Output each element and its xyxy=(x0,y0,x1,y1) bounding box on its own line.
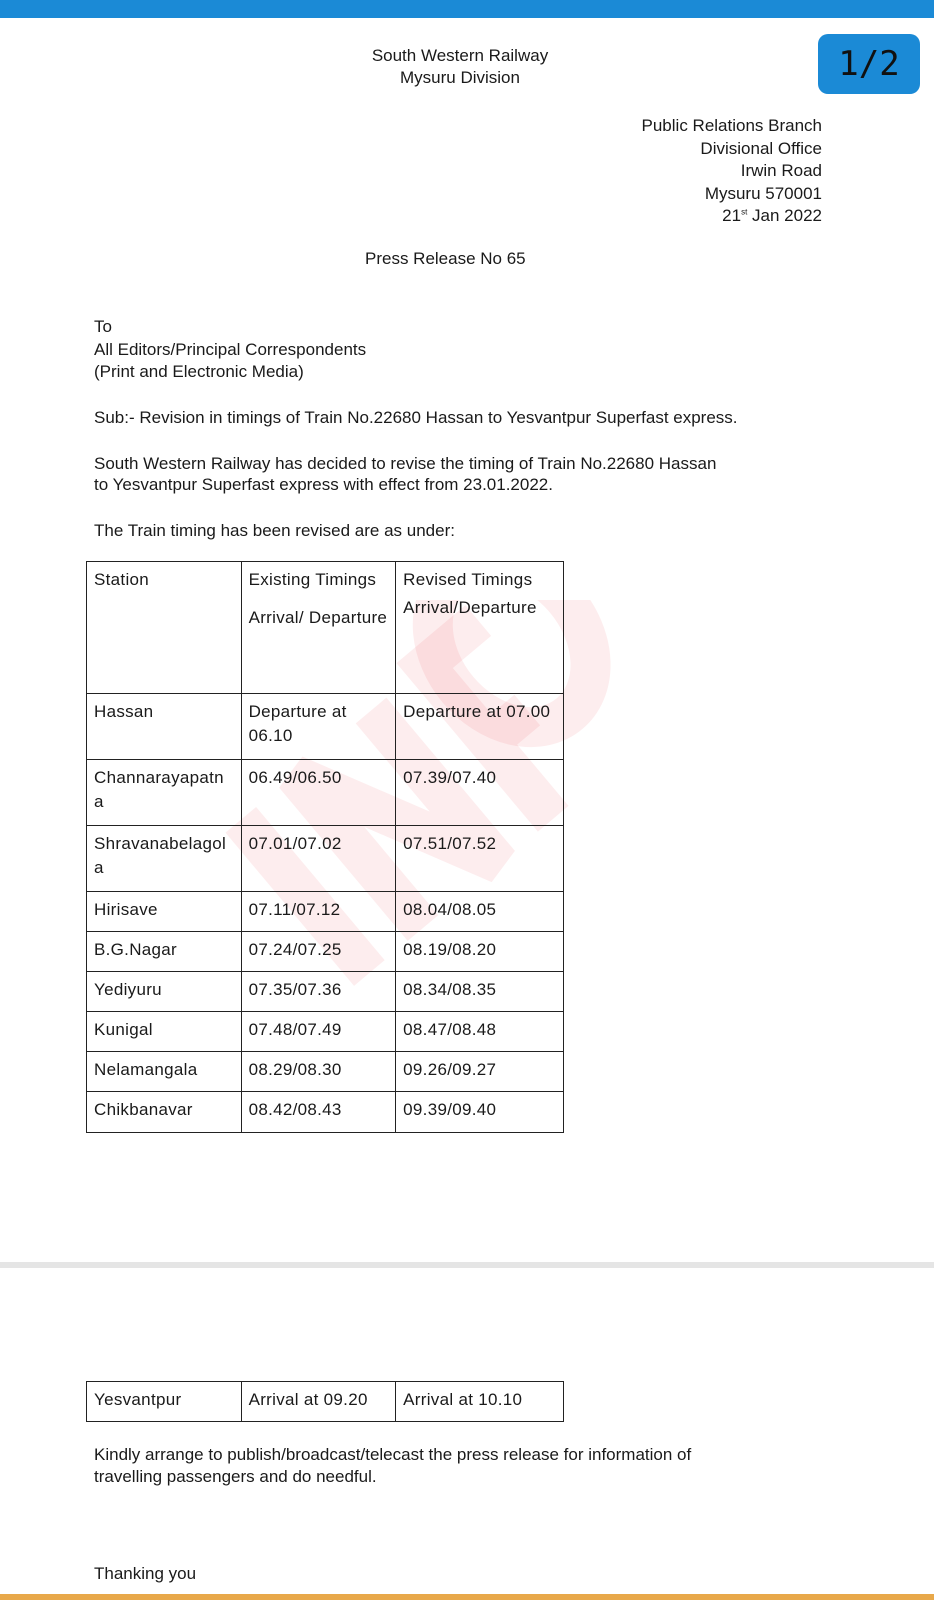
cell-station: B.G.Nagar xyxy=(87,932,242,972)
cell-existing: Departure at 06.10 xyxy=(241,694,396,760)
thanking-you: Thanking you xyxy=(94,1564,197,1583)
table-row xyxy=(87,892,564,932)
recipients-line-1: All Editors/Principal Correspondents xyxy=(94,340,367,359)
closing-line-1: Kindly arrange to publish/broadcast/telecast the press release for information of xyxy=(94,1445,692,1464)
table-intro: The Train timing has been revised are as under: xyxy=(94,521,455,540)
table-row xyxy=(87,1092,564,1133)
cell-revised: 09.26/09.27 xyxy=(396,1052,564,1092)
cell-station: Chikbanavar xyxy=(87,1092,242,1133)
table-row xyxy=(87,826,564,892)
table-row xyxy=(87,1012,564,1052)
to-label: To xyxy=(94,317,112,336)
cell-station: Hassan xyxy=(87,694,242,760)
table-row xyxy=(87,1052,564,1092)
cell-existing: 08.42/08.43 xyxy=(241,1092,396,1133)
closing-line-2: travelling passengers and do needful. xyxy=(94,1467,377,1486)
cell-existing: 07.11/07.12 xyxy=(241,892,396,932)
address-line-2: Divisional Office xyxy=(700,138,822,158)
subject-line: Sub:- Revision in timings of Train No.22680 Hassan to Yesvantpur Superfast express. xyxy=(94,408,738,427)
header-revised-sub: Arrival/Departure xyxy=(403,598,537,617)
cell-existing: 07.35/07.36 xyxy=(241,972,396,1012)
table-row xyxy=(87,760,564,826)
address-line-3: Irwin Road xyxy=(740,161,822,180)
address-line-4: Mysuru 570001 xyxy=(704,183,822,203)
timings-table-continued xyxy=(86,1381,564,1422)
table-row xyxy=(87,972,564,1012)
cell-existing: 06.49/06.50 xyxy=(241,760,396,826)
cell-existing: 07.24/07.25 xyxy=(241,932,396,972)
letterhead xyxy=(300,45,620,89)
cell-revised: 08.04/08.05 xyxy=(396,892,564,932)
recipients-line-2: (Print and Electronic Media) xyxy=(94,362,304,381)
page-number-badge: 1/2 xyxy=(818,34,920,94)
org-name: South Western Railway xyxy=(371,46,549,65)
table-header-row xyxy=(87,562,564,694)
cell-station: Shravanabelagola xyxy=(87,826,242,892)
top-accent-bar xyxy=(0,0,934,18)
header-station: Station xyxy=(87,562,242,694)
cell-revised: 09.39/09.40 xyxy=(396,1092,564,1133)
body-line-2: to Yesvantpur Superfast express with effect from 23.01.2022. xyxy=(94,475,553,494)
body-line-1: South Western Railway has decided to revise the timing of Train No.22680 Hassan xyxy=(94,454,717,473)
sender-address xyxy=(642,115,822,228)
cell-revised: 07.39/07.40 xyxy=(396,760,564,826)
cell-existing: Arrival at 09.20 xyxy=(241,1382,396,1422)
cell-station: Channarayapatna xyxy=(87,760,242,826)
bottom-accent-bar xyxy=(0,1594,934,1600)
header-revised: Revised Timings Arrival/Departure xyxy=(396,562,564,694)
press-release-title: Press Release No 65 xyxy=(365,249,526,268)
date-month-year: Jan 2022 xyxy=(747,206,822,225)
table-row xyxy=(87,694,564,760)
page-divider xyxy=(0,1262,934,1268)
cell-revised: Arrival at 10.10 xyxy=(396,1382,564,1422)
header-existing-sub: Arrival/ Departure xyxy=(248,608,388,627)
cell-station: Kunigal xyxy=(87,1012,242,1052)
division-name: Mysuru Division xyxy=(400,68,520,87)
cell-station: Yesvantpur xyxy=(87,1382,242,1422)
cell-existing: 07.48/07.49 xyxy=(241,1012,396,1052)
cell-revised: 08.19/08.20 xyxy=(396,932,564,972)
release-date xyxy=(642,205,822,228)
cell-existing: 08.29/08.30 xyxy=(241,1052,396,1092)
cell-station: Nelamangala xyxy=(87,1052,242,1092)
cell-station: Hirisave xyxy=(87,892,242,932)
cell-station: Yediyuru xyxy=(87,972,242,1012)
cell-revised: 08.47/08.48 xyxy=(396,1012,564,1052)
cell-revised: 08.34/08.35 xyxy=(396,972,564,1012)
address-line-1: Public Relations Branch xyxy=(641,116,822,135)
header-existing: Existing Timings Arrival/ Departure xyxy=(241,562,396,694)
date-day: 21 xyxy=(722,206,742,225)
timings-table xyxy=(86,561,564,1133)
cell-existing: 07.01/07.02 xyxy=(241,826,396,892)
table-row xyxy=(87,1382,564,1422)
cell-revised: 07.51/07.52 xyxy=(396,826,564,892)
table-row xyxy=(87,932,564,972)
cell-revised: Departure at 07.00 xyxy=(396,694,564,760)
date-suffix: st xyxy=(741,207,748,217)
